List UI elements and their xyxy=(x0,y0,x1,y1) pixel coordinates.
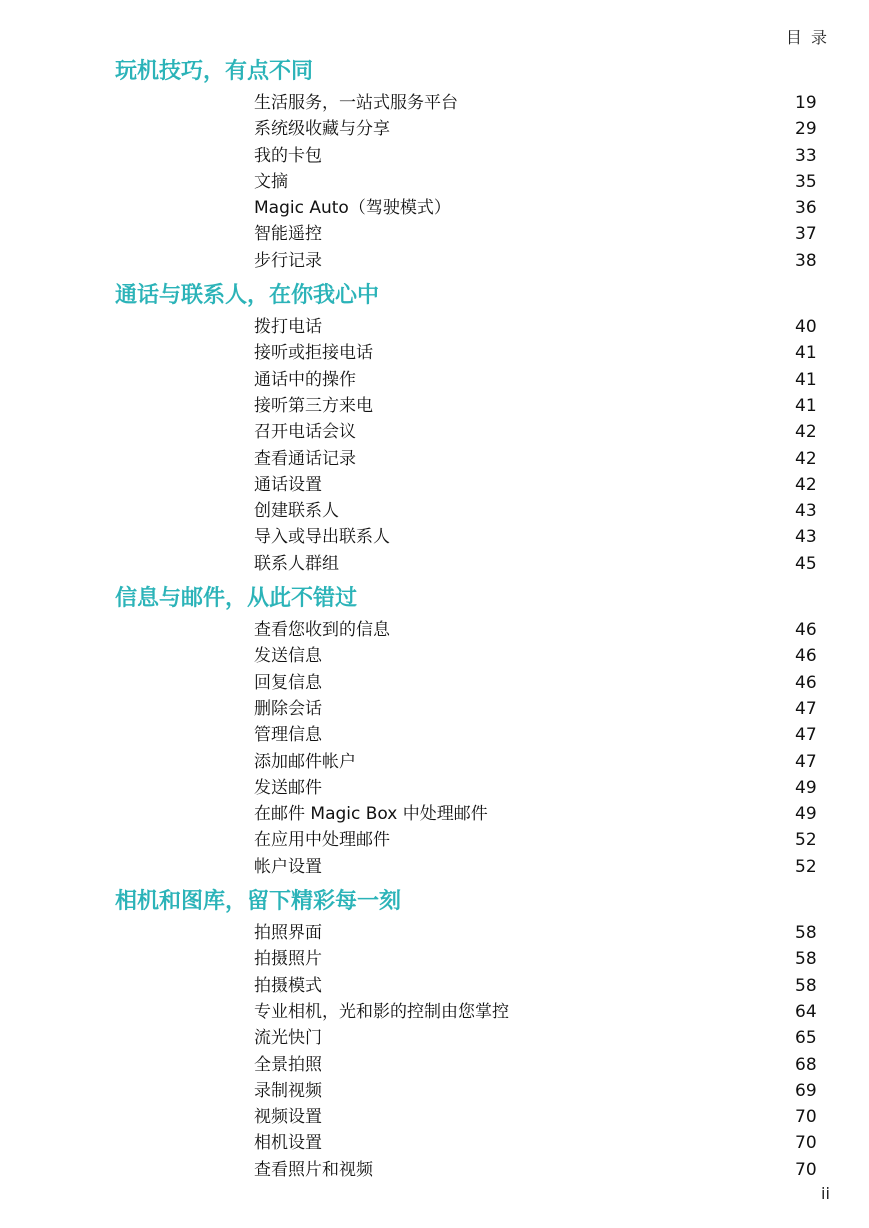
toc-entry-page: 19 xyxy=(795,93,817,113)
toc-entry[interactable] xyxy=(0,670,869,696)
toc-entry-page: 43 xyxy=(795,501,817,522)
toc-section xyxy=(0,884,869,1183)
toc-entry[interactable] xyxy=(0,367,869,393)
toc-entry-page: 52 xyxy=(795,830,817,851)
toc-entry[interactable] xyxy=(0,827,869,853)
toc-entry-label: 我的卡包 xyxy=(254,145,322,166)
toc-entry-label: 联系人群组 xyxy=(254,553,339,574)
toc-entry-page: 29 xyxy=(795,119,817,140)
toc-entry-label: 回复信息 xyxy=(254,672,322,693)
toc-entry-label: 删除会话 xyxy=(254,698,322,719)
section-title[interactable]: 玩机技巧，有点不同 xyxy=(115,59,314,84)
toc-entry-page: 45 xyxy=(795,553,817,574)
toc-entry-page: 47 xyxy=(795,725,817,746)
page-number: ii xyxy=(821,1184,830,1203)
toc-entry-page: 37 xyxy=(795,224,817,245)
toc-entry-label: 发送信息 xyxy=(254,646,322,667)
toc-entry[interactable] xyxy=(0,643,869,669)
toc-entry-page: 41 xyxy=(795,343,817,364)
toc-entry[interactable] xyxy=(0,116,869,142)
toc-entry-label: 步行记录 xyxy=(254,250,322,271)
toc-entry-label: 视频设置 xyxy=(254,1107,322,1128)
toc-entry-page: 70 xyxy=(795,1107,817,1128)
toc-entry-page: 46 xyxy=(795,672,817,693)
toc-entry-page: 69 xyxy=(795,1080,817,1101)
toc-entry[interactable] xyxy=(0,1157,869,1183)
toc-entry-page: 64 xyxy=(795,1001,817,1022)
toc-entry-label: 发送邮件 xyxy=(254,777,322,798)
toc-entry-page: 36 xyxy=(795,198,817,219)
toc-entry-page: 52 xyxy=(795,856,817,877)
toc-section xyxy=(0,278,869,577)
toc-entry-page: 46 xyxy=(795,620,817,641)
toc-entry[interactable] xyxy=(0,801,869,827)
toc-entry[interactable] xyxy=(0,722,869,748)
toc-entry[interactable] xyxy=(0,419,869,445)
toc-entry[interactable] xyxy=(0,749,869,775)
toc-entry-label: 智能遥控 xyxy=(254,224,322,245)
toc-entry[interactable] xyxy=(0,314,869,340)
toc-entry-label: 拍摄照片 xyxy=(254,949,322,970)
toc-entry-page: 41 xyxy=(795,395,817,416)
toc-entry-label: 在邮件 Magic Box 中处理邮件 xyxy=(254,804,488,825)
toc-entry[interactable] xyxy=(0,920,869,946)
toc-entry-label: 全景拍照 xyxy=(254,1054,322,1075)
toc-entry[interactable] xyxy=(0,775,869,801)
toc-entry[interactable] xyxy=(0,248,869,274)
toc-entry-page: 40 xyxy=(795,317,817,338)
toc-entry[interactable] xyxy=(0,195,869,221)
toc-entry-page: 68 xyxy=(795,1054,817,1075)
toc-entry-label: 添加邮件帐户 xyxy=(254,751,356,772)
toc-entry-page: 58 xyxy=(795,949,817,970)
toc-entry-label: 拨打电话 xyxy=(254,317,322,338)
toc-section xyxy=(0,54,869,274)
toc-entry[interactable] xyxy=(0,946,869,972)
toc-entry-page: 58 xyxy=(795,923,817,944)
toc-entry-page: 42 xyxy=(795,422,817,443)
toc-entry-label: 流光快门 xyxy=(254,1028,322,1049)
toc-entry-label: 接听第三方来电 xyxy=(254,395,373,416)
section-title[interactable]: 信息与邮件，从此不错过 xyxy=(115,586,358,612)
toc-entry-page: 33 xyxy=(795,145,817,166)
toc-entry-page: 46 xyxy=(795,646,817,667)
toc-entry-label: 生活服务，一站式服务平台 xyxy=(254,93,458,113)
toc-entry[interactable] xyxy=(0,999,869,1025)
toc-entry[interactable] xyxy=(0,472,869,498)
toc-entry-page: 70 xyxy=(795,1133,817,1154)
toc-entry-label: 帐户设置 xyxy=(254,856,322,877)
toc-entry[interactable] xyxy=(0,169,869,195)
toc-entry-page: 35 xyxy=(795,171,817,192)
toc-entry-page: 58 xyxy=(795,975,817,996)
table-of-contents xyxy=(0,54,869,1187)
toc-entry-label: 文摘 xyxy=(254,171,288,192)
toc-entry-label: 查看照片和视频 xyxy=(254,1159,373,1180)
toc-entry-label: Magic Auto（驾驶模式） xyxy=(254,198,451,219)
toc-entry-label: 通话设置 xyxy=(254,474,322,495)
toc-entry-label: 导入或导出联系人 xyxy=(254,527,390,548)
toc-entry-page: 65 xyxy=(795,1028,817,1049)
toc-entry[interactable] xyxy=(0,498,869,524)
toc-entry-page: 42 xyxy=(795,448,817,469)
toc-entry[interactable] xyxy=(0,854,869,880)
section-title[interactable]: 通话与联系人，在你我心中 xyxy=(115,283,380,309)
toc-entry[interactable] xyxy=(0,524,869,550)
toc-entry[interactable] xyxy=(0,221,869,247)
toc-entry-label: 专业相机，光和影的控制由您掌控 xyxy=(254,1001,509,1022)
toc-entry-page: 49 xyxy=(795,777,817,798)
toc-entry-label: 管理信息 xyxy=(254,725,322,746)
toc-entry-page: 70 xyxy=(795,1159,817,1180)
toc-entry-label: 在应用中处理邮件 xyxy=(254,830,390,851)
toc-entry-page: 42 xyxy=(795,474,817,495)
toc-entry[interactable] xyxy=(0,973,869,999)
toc-entry-page: 47 xyxy=(795,698,817,719)
toc-entry-label: 查看通话记录 xyxy=(254,448,356,469)
toc-entry-label: 相机设置 xyxy=(254,1133,322,1154)
toc-entry[interactable] xyxy=(0,90,869,116)
toc-entry[interactable] xyxy=(0,446,869,472)
toc-header-title: 目 录 xyxy=(785,28,829,47)
toc-entry-label: 通话中的操作 xyxy=(254,369,356,390)
toc-entry[interactable] xyxy=(0,1078,869,1104)
toc-entry-page: 43 xyxy=(795,527,817,548)
toc-entry-label: 拍摄模式 xyxy=(254,975,322,996)
toc-entry[interactable] xyxy=(0,1130,869,1156)
toc-entry-label: 接听或拒接电话 xyxy=(254,343,373,364)
toc-entry[interactable] xyxy=(0,393,869,419)
toc-entry-label: 查看您收到的信息 xyxy=(254,620,390,641)
toc-entry[interactable] xyxy=(0,143,869,169)
toc-entry-label: 系统级收藏与分享 xyxy=(254,119,390,140)
section-title[interactable]: 相机和图库，留下精彩每一刻 xyxy=(115,889,402,915)
toc-entry[interactable] xyxy=(0,696,869,722)
toc-entry-label: 录制视频 xyxy=(254,1080,322,1101)
toc-entry-page: 47 xyxy=(795,751,817,772)
toc-entry-page: 38 xyxy=(795,250,817,271)
toc-entry[interactable] xyxy=(0,617,869,643)
toc-entry-label: 拍照界面 xyxy=(254,923,322,944)
toc-entry[interactable] xyxy=(0,551,869,577)
toc-entry[interactable] xyxy=(0,340,869,366)
toc-entry-label: 召开电话会议 xyxy=(254,422,356,443)
toc-entry[interactable] xyxy=(0,1052,869,1078)
toc-entry-label: 创建联系人 xyxy=(254,501,339,522)
toc-entry-page: 41 xyxy=(795,369,817,390)
toc-entry-page: 49 xyxy=(795,804,817,825)
toc-entry[interactable] xyxy=(0,1025,869,1051)
toc-section xyxy=(0,581,869,880)
toc-entry[interactable] xyxy=(0,1104,869,1130)
